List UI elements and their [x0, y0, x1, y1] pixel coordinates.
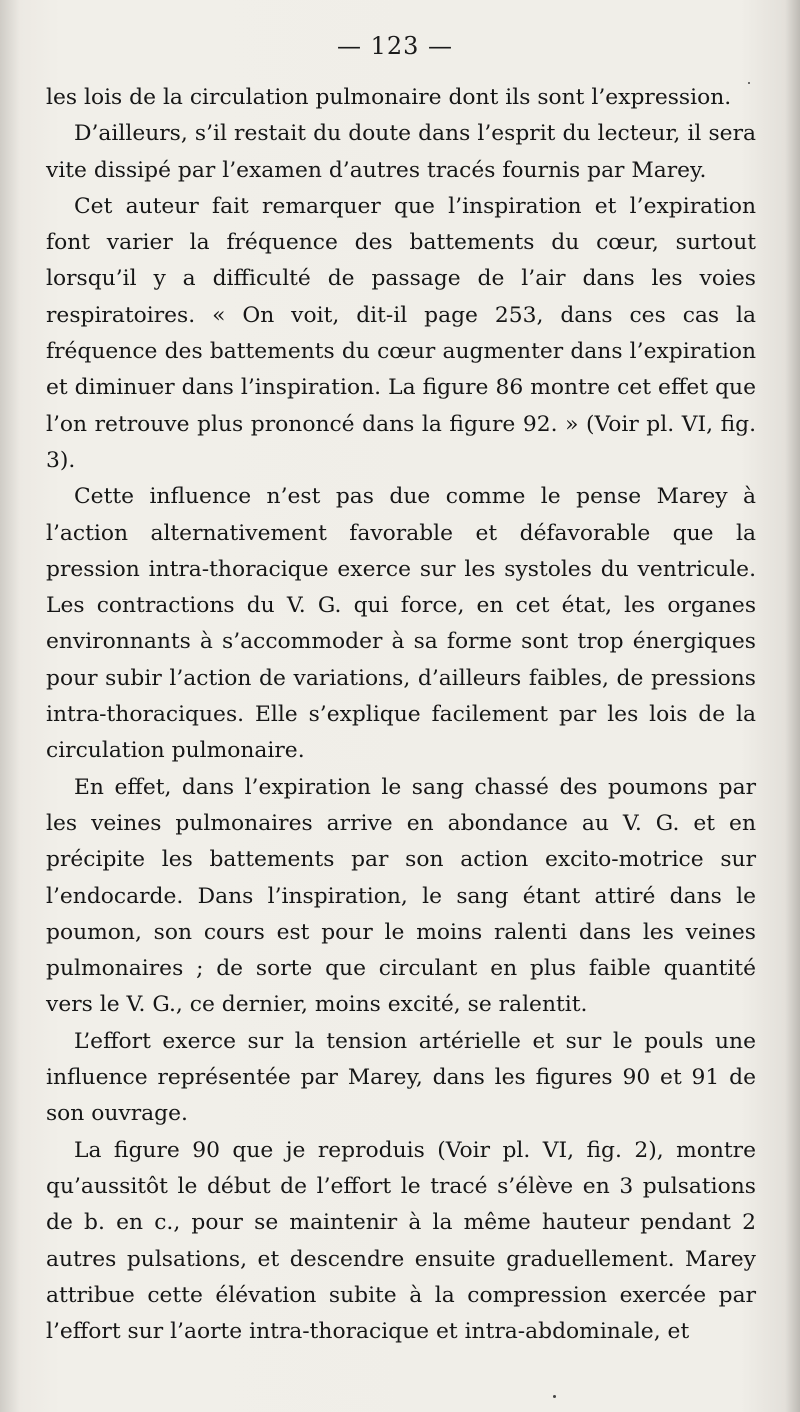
paragraph-7: La figure 90 que je reproduis (Voir pl. VI, fig. 2), montre qu’aussitôt le début de l’effort le tracé s’élève en 3 pulsations de b. en c., pour se maintenir à la même hauteur pendant 2 autres pulsations, et descendre ensuite graduellement. Marey attribue cette élévation subite à la compression exercée par l’effort sur l’aorte intra-thoracique et intra-abdominale, et — [46, 1137, 756, 1345]
print-speck — [553, 1395, 556, 1398]
print-speck — [748, 82, 750, 84]
paragraph-1: les lois de la circulation pulmonaire dont ils sont l’expression. — [46, 85, 732, 110]
paragraph-5: En effet, dans l’expiration le sang chassé des poumons par les veines pulmonaires arrive en abondance au V. G. et en précipite les battements par son action excito-motrice sur l’endocarde. Dans l’inspiration, le sang étant attiré dans le poumon, son cours est pour le moins ralenti dans les veines pulmonaires ; de sorte que circulant en plus faible quantité vers le V. G., ce dernier, moins excité, se ralentit. — [46, 774, 756, 1018]
paragraph-4: Cette influence n’est pas due comme le pense Marey à l’action alternativement favorable et défavorable que la pression intra-thoracique exerce sur les systoles du ventricule. Les contractions du V. G. qui force, en cet état, les organes environnants à s’accommoder à sa forme sont trop énergiques pour subir l’action de variations, d’ailleurs faibles, de pressions intra-thoraciques. Elle s’explique facilement par les lois de la circulation pulmonaire. — [46, 484, 756, 764]
body-text — [46, 80, 756, 1350]
paragraph-3: Cet auteur fait remarquer que l’inspiration et l’expiration font varier la fréquence des battements du cœur, surtout lorsqu’il y a difficulté de passage de l’air dans les voies respiratoires. « On voit, dit-il page 253, dans ces cas la fréquence des battements du cœur augmenter dans l’expiration et diminuer dans l’inspiration. La figure 86 montre cet effet que l’on retrouve plus prononcé dans la figure 92. » (Voir pl. VI, fig. 3). — [46, 193, 756, 473]
page-number: — 123 — — [336, 32, 454, 60]
paragraph-2: D’ailleurs, s’il restait du doute dans l’esprit du lecteur, il sera vite dissipé par l’examen d’autres tracés fournis par Marey. — [46, 121, 756, 183]
paragraph-6: L’effort exerce sur la tension artérielle et sur le pouls une influence représentée par Marey, dans les figures 90 et 91 de son ouvrage. — [46, 1028, 756, 1127]
